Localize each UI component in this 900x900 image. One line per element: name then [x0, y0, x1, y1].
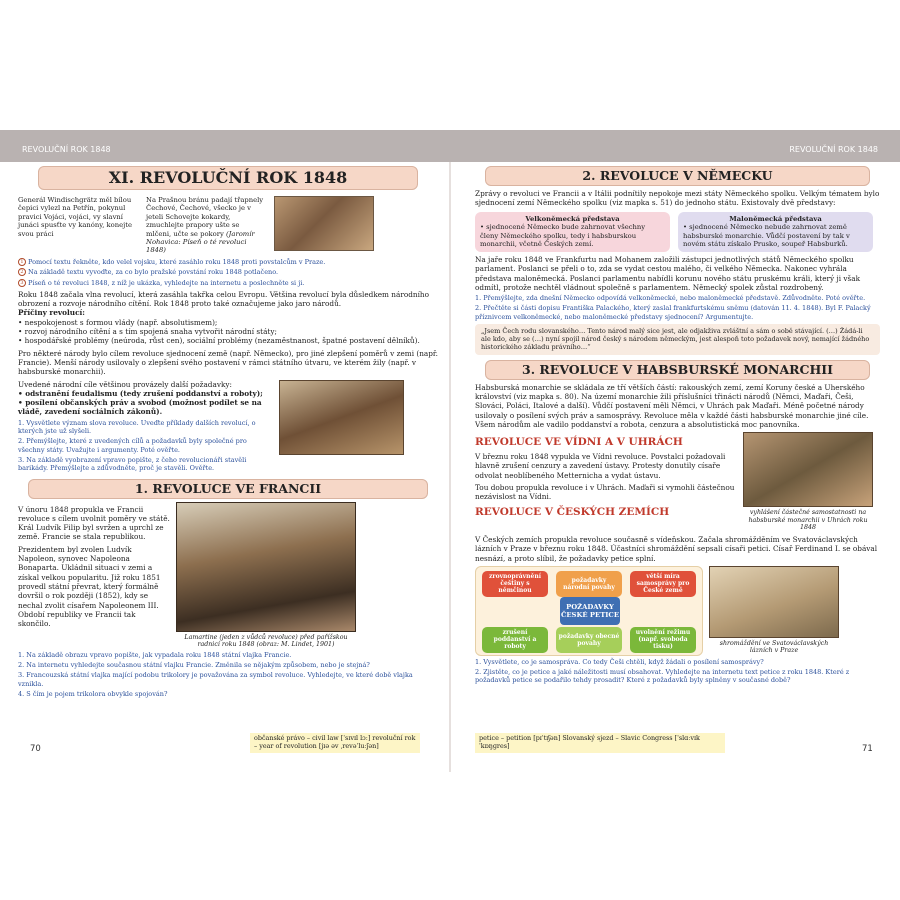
poem-source: (Jaromír Nohavica: Píseň o té revoluci 1848)	[146, 229, 255, 255]
question-8: 2. Na internetu vyhledejte současnou státní vlajku Francie. Změnila se nějakým způsobem, nebo je stejná?	[18, 661, 370, 670]
question-3: 3 Píseň o té revoluci 1848, z níž je ukázka, vyhledejte na internetu a poslechněte si ji.	[18, 279, 438, 287]
ideas-boxes	[475, 212, 880, 252]
cause-item: • nespokojenost s formou vlády (např. absolutismem);	[18, 317, 218, 327]
question-4: 1. Vysvětlete význam slova revoluce. Uveďte příklady dalších revolucí, o kterých jste už slyšeli.	[18, 418, 256, 436]
question-r1: 1. Přemýšlejte, zda dnešní Německo odpovídá velkoněmecké, nebo maloněmecké představě. Zdůvodněte. Poté ověřte.	[475, 294, 866, 303]
demands-row	[18, 380, 438, 473]
czech-paragraph: V Českých zemích propukla revoluce současně s vídeňskou. Začala shromážděním ve Svatováclavských lázních v Praze v březnu roku 1848. Účastníci shromáždění sepsali císaři petici. Císař Ferdinand I. se obával nesnází, a proto slíbil, že požadavky petice splní.	[475, 534, 878, 563]
hungary-painting	[743, 432, 873, 507]
question-6: 3. Na základě vyobrazení vpravo popište, z čeho revolucionáři stavěli barikády. Přemýšlejte a zdůvodněte, proč je stavěli. Ověřte.	[18, 455, 247, 473]
vienna-text	[475, 432, 737, 532]
goals-paragraph: Pro některé národy bylo cílem revoluce sjednocení země (např. Německo), pro jiné zlepšení poměrů v zemi (např. Francie). Menší národy usilovaly o zlepšení svého postavení v rámci státního útvaru, ve kterém žily (např. v habsburské monarchii).	[18, 348, 438, 377]
petition-diagram	[475, 566, 703, 656]
number-icon: 3	[18, 279, 26, 287]
diagram-node: zrušení poddanství a roboty	[482, 627, 548, 653]
subsection-vienna-title: REVOLUCE VE VÍDNI A V UHRÁCH	[475, 436, 683, 449]
cause-item: • rozvoj národního cítění a s tím spojená snaha vytvořit národní státy;	[18, 327, 277, 337]
book-icon: 1	[18, 258, 26, 266]
france-row	[18, 502, 438, 649]
question-10: 4. S čím je pojem trikolora obvykle spojován?	[18, 689, 168, 698]
petition-row	[475, 566, 880, 656]
lesser-german-box	[678, 212, 873, 252]
page-number-left: 70	[30, 744, 41, 754]
running-head-right: REVOLUČNÍ ROK 1848	[789, 145, 878, 154]
question-9: 3. Francouzská státní vlajka mající podobu trikolory je považována za symbol revoluce. Vyhledejte, ve které době vlajka vznikla.	[18, 671, 413, 688]
question-1: 1 Pomocí textu řekněte, kdo velel vojsku, které zasáhlo roku 1848 proti povstalcům v Praze.	[18, 258, 438, 266]
lesser-german-text: • sjednocené Německo nebude zahrnovat země habsburské monarchie. Vůdčí postavení by tak v novém státu získalo Prusko, soupeř Habsburků.	[683, 223, 850, 249]
battle-illustration	[274, 196, 374, 251]
lamartine-painting	[176, 502, 356, 632]
barricade-illustration	[279, 380, 404, 455]
demand-item: • posílení občanských práv a svobod (možnost podílet se na vládě, zavedení sociálních zákonů).	[18, 398, 262, 417]
lesser-german-title: Maloněmecká představa	[729, 214, 822, 223]
diagram-center: POŽADAVKY ČESKÉ PETICE	[560, 597, 620, 625]
page-number-right: 71	[862, 744, 873, 754]
vienna-row	[475, 432, 880, 532]
question-2: 2 Na základě textu vyvoďte, za co bylo pražské povstání roku 1848 potlačeno.	[18, 268, 438, 276]
greater-german-title: Velkoněmecká představa	[525, 214, 620, 223]
germany-paragraph-2: Na jaře roku 1848 ve Frankfurtu nad Mohanem založili zástupci jednotlivých států Německého spolku parlament. Poslanci se přeli o to, zda se vydat cestou malého, či velkého Německa. Nakonec vyhrála představa maloněmecká. Poslanci parlamentu nabídli korunu nového státu pruskému králi, který ji však odmítl, protože nechtěl vládnout společně s parlamentem. Německý spolek zůstal rozdrobený.	[475, 254, 861, 292]
lamartine-caption: Lamartine (jeden z vůdců revoluce) před pařížskou radnicí roku 1848 (obraz: M. Lindet, 1901)	[184, 633, 348, 649]
greater-german-box	[475, 212, 670, 252]
demands-text	[18, 380, 273, 473]
glossary-left: občanské právo – civil law [ˈsɪvɪl lɔː] revoluční rok – year of revolution [jɪə əv ˌrevəˈluːʃən]	[250, 733, 420, 753]
number-icon: 2	[18, 268, 26, 276]
hungary-caption: vyhlášení částečné samostatnosti na habsburské monarchii v Uhrách roku 1848	[748, 509, 868, 532]
poem-excerpt	[18, 196, 438, 256]
france-paragraph-1: V únoru 1848 propukla ve Francii revoluce s cílem uvolnit poměry ve státě. Král Ludvík Filip byl svržen a uprchl ze země. Francie se stala republikou.	[18, 504, 170, 542]
demands-title: Uvedené národní cíle většinou provázely další požadavky:	[18, 379, 232, 389]
diagram-node: zrovnoprávnění češtiny s němčinou	[482, 571, 548, 597]
left-page	[18, 166, 438, 698]
section-3-title: 3. REVOLUCE V HABSBURSKÉ MONARCHII	[485, 360, 870, 380]
chapter-title: XI. REVOLUČNÍ ROK 1848	[38, 166, 418, 190]
page-gutter	[449, 162, 451, 772]
section-1-title: 1. REVOLUCE VE FRANCII	[28, 479, 428, 499]
cause-item: • hospodářské problémy (neúroda, růst cen), sociální problémy (nezaměstnanost, špatné postavení dělníků).	[18, 336, 420, 346]
germany-paragraph-1: Zprávy o revoluci ve Francii a v Itálii podnítily nepokoje mezi státy Německého spolku. Velkým tématem bylo sjednocení zemí Německého spolku (viz mapka s. 51) do jednoho státu. Existovaly dvě představy:	[475, 189, 880, 208]
question-r3: 1. Vysvětlete, co je samospráva. Co tedy Češi chtěli, když žádali o posílení samosprávy?	[475, 657, 764, 666]
right-page	[475, 166, 880, 685]
question-7: 1. Na základě obrazu vpravo popište, jak vypadala roku 1848 státní vlajka Francie.	[18, 650, 292, 659]
subsection-czech-title: REVOLUCE V ČESKÝCH ZEMÍCH	[475, 505, 670, 518]
glossary-right: petice – petition [pɪˈtɪʃən] Slovanský sjezd – Slavic Congress [ˈslɑːvɪk ˈkɒŋɡres]	[475, 733, 725, 753]
lamartine-figure	[176, 502, 356, 649]
vienna-paragraph-2: Tou dobou propukla revoluce i v Uhrách. Maďaři si vymohli částečnou nezávislost na Vídni.	[475, 483, 735, 502]
palacky-quote: „Jsem Čech rodu slovanského… Tento národ malý sice jest, ale odjakživa zvláštní a sám o sobě stávající. (…) Žádá-li ale kdo, aby se (…) nyní spojil národ český s národem německým, jest alespoň toto požadavek nový, nemající žádného historického základu právního…“	[475, 324, 880, 355]
causes-title: Příčiny revolucí:	[18, 308, 85, 318]
diagram-node: uvolnění režimu (např. svoboda tisku)	[630, 627, 696, 653]
france-text	[18, 502, 170, 649]
poem-stanza-1: Generál Windischgrätz měl bílou čepici vylezl na Petřín, pokynul pravici Vojáci, vojáci, vy slavní junáci spusťte vy kanóny, konejte svou práci	[18, 196, 132, 238]
question-5: 2. Přemýšlejte, které z uvedených cílů a požadavků byly společné pro všechny státy. Uvažujte i argumenty. Poté ověřte.	[18, 437, 247, 454]
hungary-figure	[743, 432, 873, 532]
question-r2: 2. Přečtěte si části dopisu Františka Palackého, který zaslal frankfurtskému sněmu (datován 11. 4. 1848). Byl F. Palacký příznivcem velkoněmecké, nebo maloněmecké představy sjednocení? Argumentujte.	[475, 304, 871, 321]
intro-paragraph: Roku 1848 začala vlna revolucí, která zasáhla takřka celou Evropu. Většina revolucí byla důsledkem národního obrození a rozvoje národního cítění. Rok 1848 proto také označujeme jako jaro národů.	[18, 289, 430, 309]
diagram-node: větší míra samosprávy pro České země	[630, 571, 696, 597]
diagram-node: požadavky národní povahy	[556, 571, 622, 597]
question-r4: 2. Zjistěte, co je petice a jaké náležitosti musí obsahovat. Vyhledejte na internetu text petice z roku 1848. Které z požadavků petice se podařilo tehdy prosadit? Které z požadavků byly splněny v současné době?	[475, 668, 850, 685]
assembly-caption: shromáždění ve Svatováclavských lázních v Praze	[719, 639, 829, 655]
france-paragraph-2: Prezidentem byl zvolen Ludvík Napoleon, synovec Napoleona Bonaparta. Ukládnil situaci v zemi a získal velkou popularitu. Již roku 1851 provedl státní převrat, který formálně dovršil o rok později (1852), kdy se nechal zvolit císařem Napoleonem III. Období republiky ve Francii tak skončilo.	[18, 544, 161, 629]
assembly-painting	[709, 566, 839, 638]
running-header	[0, 130, 900, 162]
assembly-figure	[709, 566, 839, 656]
poem-stanza-2: Na Prašnou bránu padají třapnely Čechové, Čechové, všecko je v jeteli Schovejte kokardy, zmuchlejte prapory ušte se mlčeni, učte se pokory (Jaromír Nohavica: Píseň o té revoluci 1848)	[146, 196, 264, 255]
diagram-node: požadavky obecné povahy	[556, 627, 622, 653]
running-head-left: REVOLUČNÍ ROK 1848	[22, 145, 111, 154]
vienna-paragraph-1: V březnu roku 1848 vypukla ve Vídni revoluce. Povstalci požadovali hlavně zrušení cenzury a zavedení ústavy. Protesty donutily císaře odvolat neoblíbeného Metternicha a vydat ústavu.	[475, 452, 726, 480]
greater-german-text: • sjednocené Německo bude zahrnovat všechny členy Německého spolku, tedy i habsburskou monarchii, včetně Českých zemí.	[480, 223, 646, 249]
section-2-title: 2. REVOLUCE V NĚMECKU	[485, 166, 870, 186]
habsburg-paragraph: Habsburská monarchie se skládala ze tří větších částí: rakouských zemí, zemí Koruny české a Uherského království (viz mapka s. 80). Na území monarchie žili příslušníci třinácti národů (Němci, Maďaři, Češi, Slováci, Poláci, Italové a další). Vůdčí postavení měli Němci, v Uhrách pak Maďaři. Méně početné národy usilovaly o posílení svých práv a samosprávy. Revoluce měla v každé části habsburské monarchie jiné cíle. Všem národům ale vadilo poddanství a robota, cenzura a absolutistická moc panovníka.	[475, 382, 869, 429]
demand-item: • odstranění feudalismu (tedy zrušení poddanství a roboty);	[18, 388, 263, 398]
